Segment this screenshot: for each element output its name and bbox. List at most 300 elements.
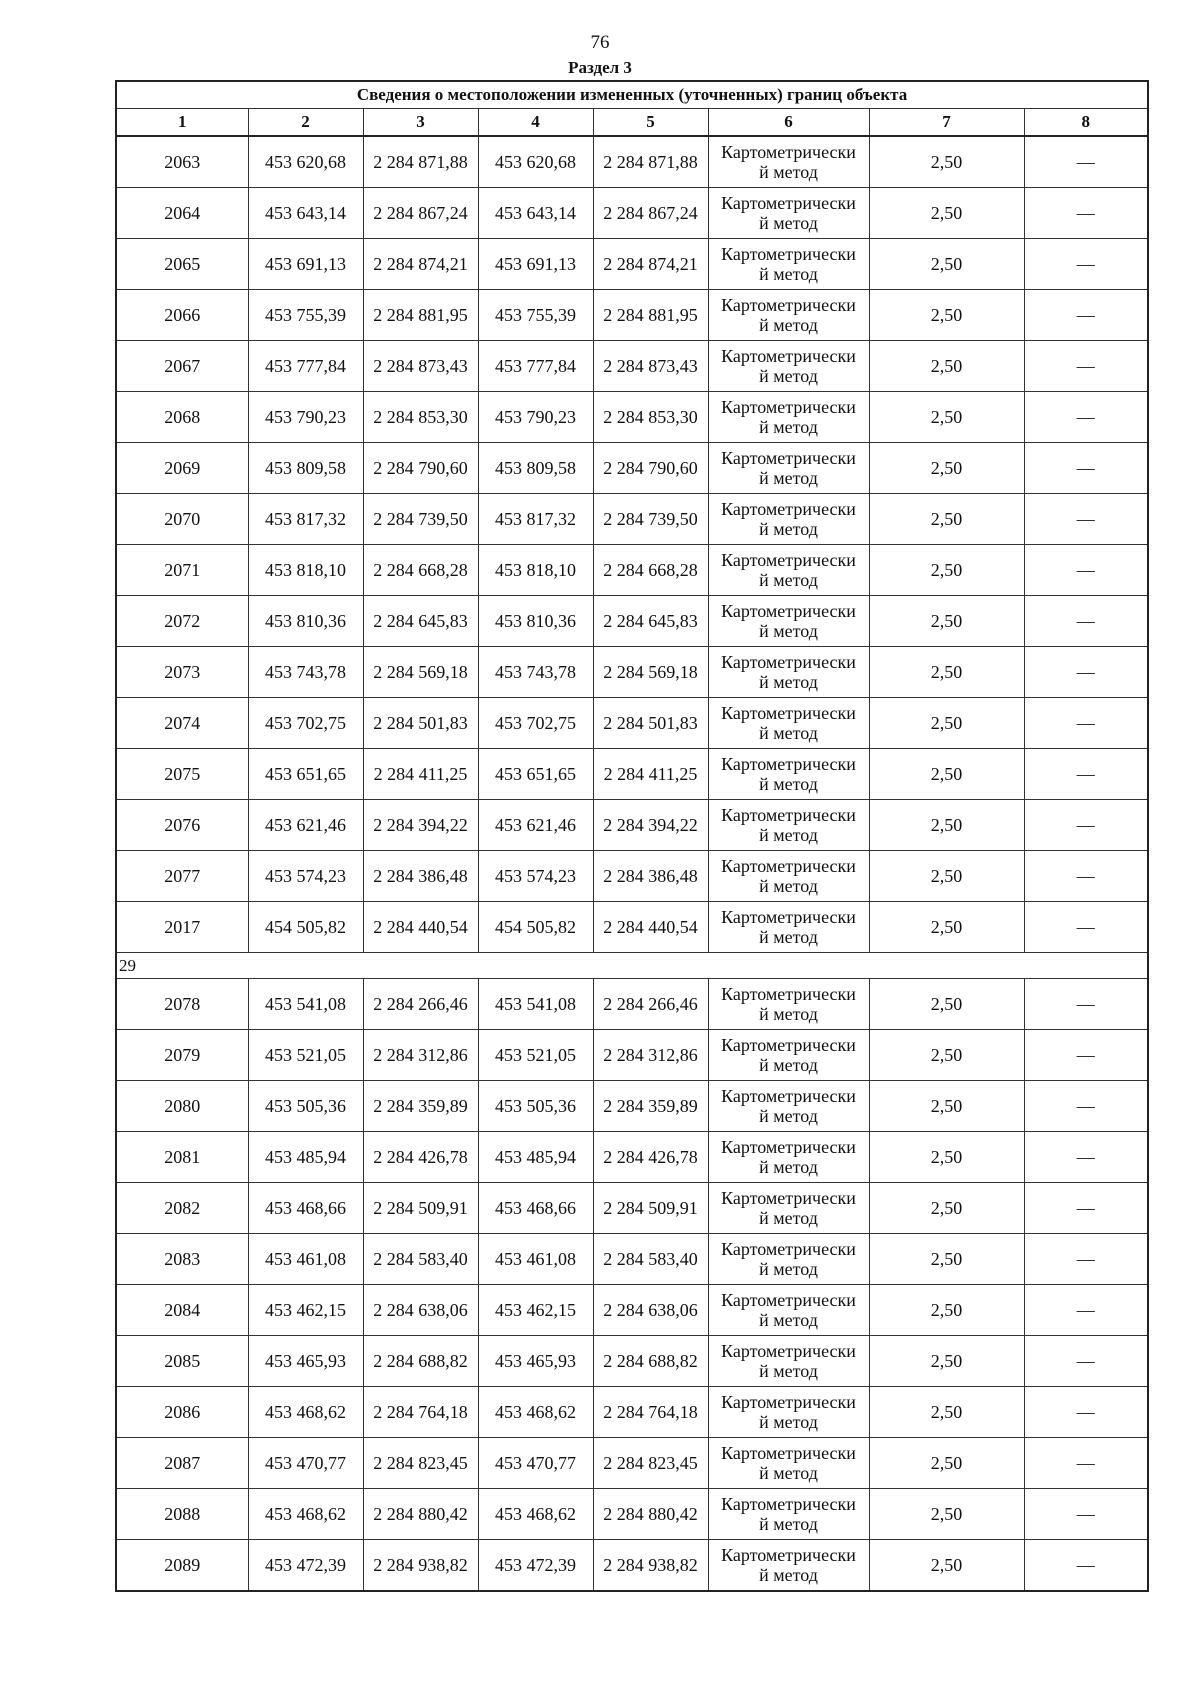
y-coordinate-cell: 2 284 873,43: [363, 341, 478, 392]
method-line: Картометрически: [721, 1137, 856, 1157]
y-coordinate-cell: 2 284 867,24: [363, 188, 478, 239]
y-coordinate-new-cell: 2 284 668,28: [593, 545, 708, 596]
description-cell: —: [1024, 596, 1148, 647]
y-coordinate-new-cell: 2 284 394,22: [593, 800, 708, 851]
table-body: [116, 136, 1148, 1591]
y-coordinate-new-cell: 2 284 440,54: [593, 902, 708, 953]
method-line: Картометрически: [721, 550, 856, 570]
y-coordinate-cell: 2 284 440,54: [363, 902, 478, 953]
description-cell: —: [1024, 443, 1148, 494]
method-line: й метод: [759, 927, 818, 947]
point-number-cell: 2065: [116, 239, 248, 290]
point-number-cell: 2063: [116, 136, 248, 188]
method-cell: [708, 1540, 869, 1592]
table-row: [116, 1336, 1148, 1387]
table-row: [116, 902, 1148, 953]
point-number-cell: 2079: [116, 1030, 248, 1081]
point-number-cell: 2070: [116, 494, 248, 545]
y-coordinate-cell: 2 284 386,48: [363, 851, 478, 902]
point-number-cell: 2077: [116, 851, 248, 902]
method-line: Картометрически: [721, 754, 856, 774]
method-line: Картометрически: [721, 1494, 856, 1514]
x-coordinate-cell: 453 485,94: [248, 1132, 363, 1183]
y-coordinate-new-cell: 2 284 426,78: [593, 1132, 708, 1183]
point-number-cell: 2017: [116, 902, 248, 953]
y-coordinate-cell: 2 284 645,83: [363, 596, 478, 647]
description-cell: —: [1024, 851, 1148, 902]
method-line: Картометрически: [721, 499, 856, 519]
accuracy-cell: 2,50: [869, 851, 1024, 902]
y-coordinate-new-cell: 2 284 509,91: [593, 1183, 708, 1234]
x-coordinate-new-cell: 453 462,15: [478, 1285, 593, 1336]
y-coordinate-cell: 2 284 266,46: [363, 979, 478, 1030]
table-row: [116, 800, 1148, 851]
method-cell: [708, 239, 869, 290]
method-line: Картометрически: [721, 652, 856, 672]
method-line: й метод: [759, 162, 818, 182]
description-cell: —: [1024, 1438, 1148, 1489]
y-coordinate-cell: 2 284 823,45: [363, 1438, 478, 1489]
accuracy-cell: 2,50: [869, 341, 1024, 392]
x-coordinate-new-cell: 453 505,36: [478, 1081, 593, 1132]
accuracy-cell: 2,50: [869, 239, 1024, 290]
y-coordinate-cell: 2 284 501,83: [363, 698, 478, 749]
accuracy-cell: 2,50: [869, 1336, 1024, 1387]
accuracy-cell: 2,50: [869, 596, 1024, 647]
table-row: [116, 647, 1148, 698]
x-coordinate-cell: 453 470,77: [248, 1438, 363, 1489]
y-coordinate-new-cell: 2 284 867,24: [593, 188, 708, 239]
method-line: й метод: [759, 1157, 818, 1177]
description-cell: —: [1024, 902, 1148, 953]
y-coordinate-cell: 2 284 853,30: [363, 392, 478, 443]
method-line: Картометрически: [721, 244, 856, 264]
point-number-cell: 2089: [116, 1540, 248, 1592]
description-cell: —: [1024, 1336, 1148, 1387]
description-cell: —: [1024, 1234, 1148, 1285]
method-cell: [708, 1285, 869, 1336]
method-cell: [708, 749, 869, 800]
accuracy-cell: 2,50: [869, 1387, 1024, 1438]
method-line: й метод: [759, 825, 818, 845]
table-row: [116, 1183, 1148, 1234]
accuracy-cell: 2,50: [869, 1183, 1024, 1234]
accuracy-cell: 2,50: [869, 979, 1024, 1030]
y-coordinate-new-cell: 2 284 881,95: [593, 290, 708, 341]
description-cell: —: [1024, 188, 1148, 239]
x-coordinate-new-cell: 453 468,62: [478, 1387, 593, 1438]
x-coordinate-cell: 453 468,62: [248, 1489, 363, 1540]
x-coordinate-new-cell: 454 505,82: [478, 902, 593, 953]
y-coordinate-cell: 2 284 509,91: [363, 1183, 478, 1234]
accuracy-cell: 2,50: [869, 1489, 1024, 1540]
point-number-cell: 2083: [116, 1234, 248, 1285]
point-number-cell: 2088: [116, 1489, 248, 1540]
description-cell: —: [1024, 1540, 1148, 1592]
x-coordinate-new-cell: 453 485,94: [478, 1132, 593, 1183]
method-line: й метод: [759, 264, 818, 284]
method-line: Картометрически: [721, 295, 856, 315]
x-coordinate-cell: 453 521,05: [248, 1030, 363, 1081]
y-coordinate-cell: 2 284 569,18: [363, 647, 478, 698]
x-coordinate-cell: 453 691,13: [248, 239, 363, 290]
table-caption: Сведения о местоположении измененных (уточненных) границ объекта: [116, 81, 1148, 109]
y-coordinate-new-cell: 2 284 688,82: [593, 1336, 708, 1387]
y-coordinate-cell: 2 284 638,06: [363, 1285, 478, 1336]
column-header: 2: [248, 109, 363, 137]
method-line: й метод: [759, 1565, 818, 1585]
method-line: Картометрически: [721, 1290, 856, 1310]
point-number-cell: 2084: [116, 1285, 248, 1336]
accuracy-cell: 2,50: [869, 698, 1024, 749]
method-line: й метод: [759, 1004, 818, 1024]
method-line: Картометрически: [721, 1392, 856, 1412]
method-line: й метод: [759, 1412, 818, 1432]
x-coordinate-cell: 453 468,62: [248, 1387, 363, 1438]
point-number-cell: 2082: [116, 1183, 248, 1234]
accuracy-cell: 2,50: [869, 188, 1024, 239]
x-coordinate-cell: 453 818,10: [248, 545, 363, 596]
method-cell: [708, 596, 869, 647]
method-line: Картометрически: [721, 1188, 856, 1208]
y-coordinate-cell: 2 284 359,89: [363, 1081, 478, 1132]
y-coordinate-new-cell: 2 284 312,86: [593, 1030, 708, 1081]
method-line: Картометрически: [721, 1341, 856, 1361]
x-coordinate-cell: 453 790,23: [248, 392, 363, 443]
method-line: й метод: [759, 213, 818, 233]
table-row: [116, 290, 1148, 341]
table-row: [116, 1438, 1148, 1489]
description-cell: —: [1024, 1030, 1148, 1081]
method-cell: [708, 1081, 869, 1132]
y-coordinate-cell: 2 284 938,82: [363, 1540, 478, 1592]
accuracy-cell: 2,50: [869, 443, 1024, 494]
method-line: Картометрически: [721, 1035, 856, 1055]
point-number-cell: 2069: [116, 443, 248, 494]
y-coordinate-new-cell: 2 284 874,21: [593, 239, 708, 290]
point-number-cell: 2064: [116, 188, 248, 239]
y-coordinate-cell: 2 284 764,18: [363, 1387, 478, 1438]
method-line: Картометрически: [721, 856, 856, 876]
method-line: й метод: [759, 774, 818, 794]
accuracy-cell: 2,50: [869, 1132, 1024, 1183]
method-cell: [708, 1234, 869, 1285]
point-number-cell: 2075: [116, 749, 248, 800]
method-line: й метод: [759, 1361, 818, 1381]
accuracy-cell: 2,50: [869, 1285, 1024, 1336]
column-header: 1: [116, 109, 248, 137]
table-row: [116, 341, 1148, 392]
x-coordinate-cell: 453 809,58: [248, 443, 363, 494]
x-coordinate-cell: 453 643,14: [248, 188, 363, 239]
table-row: [116, 851, 1148, 902]
accuracy-cell: 2,50: [869, 1030, 1024, 1081]
x-coordinate-cell: 453 817,32: [248, 494, 363, 545]
table-row: [116, 1234, 1148, 1285]
method-line: й метод: [759, 468, 818, 488]
point-number-cell: 2085: [116, 1336, 248, 1387]
point-number-cell: 2067: [116, 341, 248, 392]
method-line: Картометрически: [721, 346, 856, 366]
method-cell: [708, 851, 869, 902]
x-coordinate-new-cell: 453 468,66: [478, 1183, 593, 1234]
point-number-cell: 2074: [116, 698, 248, 749]
method-line: Картометрически: [721, 907, 856, 927]
method-line: й метод: [759, 876, 818, 896]
x-coordinate-cell: 453 574,23: [248, 851, 363, 902]
description-cell: —: [1024, 749, 1148, 800]
accuracy-cell: 2,50: [869, 902, 1024, 953]
x-coordinate-new-cell: 453 620,68: [478, 136, 593, 188]
point-number-cell: 2087: [116, 1438, 248, 1489]
method-line: й метод: [759, 417, 818, 437]
description-cell: —: [1024, 1183, 1148, 1234]
coordinates-table: [115, 80, 1149, 1592]
x-coordinate-cell: 453 505,36: [248, 1081, 363, 1132]
method-cell: [708, 1489, 869, 1540]
y-coordinate-new-cell: 2 284 386,48: [593, 851, 708, 902]
y-coordinate-new-cell: 2 284 938,82: [593, 1540, 708, 1592]
section-title: Раздел 3: [568, 58, 632, 77]
table-row: [116, 188, 1148, 239]
method-line: й метод: [759, 1514, 818, 1534]
method-cell: [708, 290, 869, 341]
y-coordinate-new-cell: 2 284 638,06: [593, 1285, 708, 1336]
x-coordinate-cell: 453 468,66: [248, 1183, 363, 1234]
description-cell: —: [1024, 545, 1148, 596]
y-coordinate-cell: 2 284 426,78: [363, 1132, 478, 1183]
x-coordinate-new-cell: 453 470,77: [478, 1438, 593, 1489]
y-coordinate-cell: 2 284 583,40: [363, 1234, 478, 1285]
x-coordinate-cell: 453 743,78: [248, 647, 363, 698]
x-coordinate-cell: 454 505,82: [248, 902, 363, 953]
method-cell: [708, 1336, 869, 1387]
column-header: 8: [1024, 109, 1148, 137]
description-cell: —: [1024, 341, 1148, 392]
y-coordinate-new-cell: 2 284 871,88: [593, 136, 708, 188]
table-row: [116, 392, 1148, 443]
column-header: 6: [708, 109, 869, 137]
table-row: [116, 443, 1148, 494]
y-coordinate-new-cell: 2 284 645,83: [593, 596, 708, 647]
accuracy-cell: 2,50: [869, 136, 1024, 188]
column-header: 4: [478, 109, 593, 137]
description-cell: —: [1024, 239, 1148, 290]
accuracy-cell: 2,50: [869, 647, 1024, 698]
method-cell: [708, 902, 869, 953]
method-line: й метод: [759, 1208, 818, 1228]
x-coordinate-new-cell: 453 465,93: [478, 1336, 593, 1387]
y-coordinate-cell: 2 284 739,50: [363, 494, 478, 545]
method-line: Картометрически: [721, 142, 856, 162]
point-number-cell: 2072: [116, 596, 248, 647]
accuracy-cell: 2,50: [869, 1540, 1024, 1592]
method-line: й метод: [759, 366, 818, 386]
y-coordinate-new-cell: 2 284 569,18: [593, 647, 708, 698]
y-coordinate-cell: 2 284 874,21: [363, 239, 478, 290]
y-coordinate-new-cell: 2 284 266,46: [593, 979, 708, 1030]
method-cell: [708, 800, 869, 851]
point-number-cell: 2071: [116, 545, 248, 596]
method-cell: [708, 188, 869, 239]
point-number-cell: 2066: [116, 290, 248, 341]
y-coordinate-new-cell: 2 284 411,25: [593, 749, 708, 800]
table-row: [116, 1285, 1148, 1336]
x-coordinate-new-cell: 453 755,39: [478, 290, 593, 341]
method-line: й метод: [759, 672, 818, 692]
method-line: й метод: [759, 315, 818, 335]
method-line: Картометрически: [721, 805, 856, 825]
y-coordinate-new-cell: 2 284 739,50: [593, 494, 708, 545]
description-cell: —: [1024, 1489, 1148, 1540]
table-row: [116, 1489, 1148, 1540]
method-line: й метод: [759, 519, 818, 539]
y-coordinate-new-cell: 2 284 501,83: [593, 698, 708, 749]
x-coordinate-cell: 453 465,93: [248, 1336, 363, 1387]
x-coordinate-new-cell: 453 461,08: [478, 1234, 593, 1285]
x-coordinate-cell: 453 541,08: [248, 979, 363, 1030]
table-row: [116, 1030, 1148, 1081]
method-cell: [708, 341, 869, 392]
y-coordinate-new-cell: 2 284 853,30: [593, 392, 708, 443]
y-coordinate-new-cell: 2 284 823,45: [593, 1438, 708, 1489]
x-coordinate-new-cell: 453 702,75: [478, 698, 593, 749]
table-row: [116, 1081, 1148, 1132]
method-line: Картометрически: [721, 703, 856, 723]
method-line: Картометрически: [721, 601, 856, 621]
accuracy-cell: 2,50: [869, 749, 1024, 800]
column-header-row: [116, 109, 1148, 137]
accuracy-cell: 2,50: [869, 1438, 1024, 1489]
x-coordinate-new-cell: 453 651,65: [478, 749, 593, 800]
accuracy-cell: 2,50: [869, 494, 1024, 545]
table-row: [116, 979, 1148, 1030]
group-separator-row: [116, 953, 1148, 979]
description-cell: —: [1024, 647, 1148, 698]
method-line: й метод: [759, 1106, 818, 1126]
y-coordinate-cell: 2 284 880,42: [363, 1489, 478, 1540]
description-cell: —: [1024, 800, 1148, 851]
method-cell: [708, 392, 869, 443]
description-cell: —: [1024, 979, 1148, 1030]
method-line: Картометрически: [721, 1443, 856, 1463]
point-number-cell: 2081: [116, 1132, 248, 1183]
y-coordinate-cell: 2 284 871,88: [363, 136, 478, 188]
description-cell: —: [1024, 1132, 1148, 1183]
x-coordinate-new-cell: 453 521,05: [478, 1030, 593, 1081]
table-row: [116, 494, 1148, 545]
method-line: Картометрически: [721, 193, 856, 213]
x-coordinate-cell: 453 621,46: [248, 800, 363, 851]
point-number-cell: 2078: [116, 979, 248, 1030]
table-row: [116, 749, 1148, 800]
table-row: [116, 136, 1148, 188]
description-cell: —: [1024, 1081, 1148, 1132]
x-coordinate-cell: 453 702,75: [248, 698, 363, 749]
method-cell: [708, 136, 869, 188]
method-line: й метод: [759, 621, 818, 641]
method-line: й метод: [759, 1463, 818, 1483]
column-header: 5: [593, 109, 708, 137]
method-line: Картометрически: [721, 1545, 856, 1565]
method-line: Картометрически: [721, 448, 856, 468]
description-cell: —: [1024, 494, 1148, 545]
method-line: Картометрически: [721, 397, 856, 417]
x-coordinate-new-cell: 453 691,13: [478, 239, 593, 290]
y-coordinate-cell: 2 284 312,86: [363, 1030, 478, 1081]
method-line: й метод: [759, 1310, 818, 1330]
point-number-cell: 2073: [116, 647, 248, 698]
accuracy-cell: 2,50: [869, 290, 1024, 341]
table-row: [116, 596, 1148, 647]
accuracy-cell: 2,50: [869, 392, 1024, 443]
method-cell: [708, 1030, 869, 1081]
y-coordinate-new-cell: 2 284 359,89: [593, 1081, 708, 1132]
description-cell: —: [1024, 290, 1148, 341]
method-line: й метод: [759, 723, 818, 743]
y-coordinate-cell: 2 284 394,22: [363, 800, 478, 851]
x-coordinate-new-cell: 453 790,23: [478, 392, 593, 443]
x-coordinate-cell: 453 755,39: [248, 290, 363, 341]
column-header: 3: [363, 109, 478, 137]
method-line: й метод: [759, 570, 818, 590]
method-line: й метод: [759, 1055, 818, 1075]
description-cell: —: [1024, 392, 1148, 443]
description-cell: —: [1024, 1387, 1148, 1438]
method-line: Картометрически: [721, 1086, 856, 1106]
x-coordinate-new-cell: 453 810,36: [478, 596, 593, 647]
method-cell: [708, 1132, 869, 1183]
x-coordinate-new-cell: 453 574,23: [478, 851, 593, 902]
method-cell: [708, 698, 869, 749]
method-line: Картометрически: [721, 1239, 856, 1259]
accuracy-cell: 2,50: [869, 1234, 1024, 1285]
y-coordinate-cell: 2 284 688,82: [363, 1336, 478, 1387]
method-cell: [708, 1438, 869, 1489]
point-number-cell: 2068: [116, 392, 248, 443]
y-coordinate-new-cell: 2 284 583,40: [593, 1234, 708, 1285]
x-coordinate-new-cell: 453 818,10: [478, 545, 593, 596]
table-row: [116, 1387, 1148, 1438]
table-row: [116, 545, 1148, 596]
group-label: 29: [116, 953, 1148, 979]
x-coordinate-new-cell: 453 743,78: [478, 647, 593, 698]
page-number: 76: [590, 32, 610, 53]
x-coordinate-cell: 453 777,84: [248, 341, 363, 392]
table-row: [116, 698, 1148, 749]
method-cell: [708, 494, 869, 545]
x-coordinate-cell: 453 461,08: [248, 1234, 363, 1285]
description-cell: —: [1024, 136, 1148, 188]
table-row: [116, 239, 1148, 290]
point-number-cell: 2086: [116, 1387, 248, 1438]
method-cell: [708, 979, 869, 1030]
y-coordinate-new-cell: 2 284 880,42: [593, 1489, 708, 1540]
x-coordinate-new-cell: 453 817,32: [478, 494, 593, 545]
x-coordinate-new-cell: 453 643,14: [478, 188, 593, 239]
x-coordinate-new-cell: 453 777,84: [478, 341, 593, 392]
x-coordinate-new-cell: 453 621,46: [478, 800, 593, 851]
point-number-cell: 2080: [116, 1081, 248, 1132]
table-row: [116, 1132, 1148, 1183]
x-coordinate-cell: 453 462,15: [248, 1285, 363, 1336]
x-coordinate-cell: 453 651,65: [248, 749, 363, 800]
x-coordinate-new-cell: 453 468,62: [478, 1489, 593, 1540]
y-coordinate-cell: 2 284 881,95: [363, 290, 478, 341]
method-cell: [708, 647, 869, 698]
x-coordinate-new-cell: 453 472,39: [478, 1540, 593, 1592]
x-coordinate-cell: 453 620,68: [248, 136, 363, 188]
